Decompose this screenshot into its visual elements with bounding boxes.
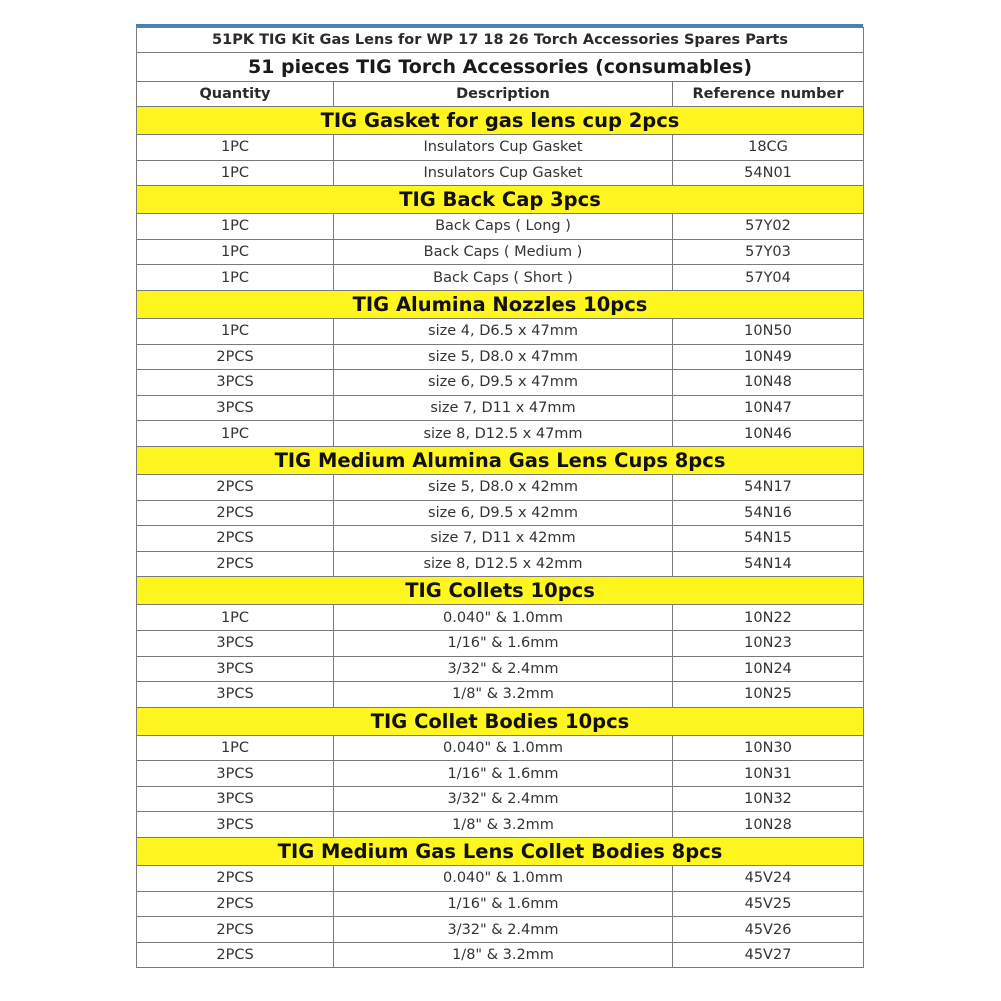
description-cell: 0.040" & 1.0mm: [334, 605, 673, 631]
quantity-cell: 2PCS: [137, 866, 334, 892]
table-row: [137, 474, 864, 500]
section-header-row: [137, 107, 864, 135]
table-row: [137, 265, 864, 291]
reference-cell: 10N28: [673, 812, 864, 838]
reference-cell: 57Y04: [673, 265, 864, 291]
table-row: [137, 786, 864, 812]
description-cell: 1/16" & 1.6mm: [334, 630, 673, 656]
description-cell: size 5, D8.0 x 47mm: [334, 344, 673, 370]
section-header-row: [137, 446, 864, 474]
description-cell: 1/8" & 3.2mm: [334, 682, 673, 708]
quantity-cell: 3PCS: [137, 395, 334, 421]
section-title: TIG Collet Bodies 10pcs: [137, 707, 864, 735]
reference-cell: 10N49: [673, 344, 864, 370]
description-cell: 1/8" & 3.2mm: [334, 812, 673, 838]
table-row: [137, 917, 864, 943]
quantity-cell: 2PCS: [137, 917, 334, 943]
reference-cell: 45V25: [673, 891, 864, 917]
description-cell: 1/8" & 3.2mm: [334, 942, 673, 968]
quantity-cell: 2PCS: [137, 500, 334, 526]
reference-cell: 10N46: [673, 421, 864, 447]
reference-cell: 45V27: [673, 942, 864, 968]
header-reference: Reference number: [673, 82, 864, 107]
parts-table: [136, 27, 864, 968]
parts-table-sheet: [136, 24, 863, 968]
description-cell: 0.040" & 1.0mm: [334, 866, 673, 892]
quantity-cell: 3PCS: [137, 370, 334, 396]
reference-cell: 54N14: [673, 551, 864, 577]
description-cell: Insulators Cup Gasket: [334, 160, 673, 186]
title-row: [137, 28, 864, 53]
table-row: [137, 866, 864, 892]
description-cell: size 7, D11 x 42mm: [334, 526, 673, 552]
quantity-cell: 1PC: [137, 265, 334, 291]
quantity-cell: 1PC: [137, 318, 334, 344]
table-row: [137, 551, 864, 577]
description-cell: size 6, D9.5 x 42mm: [334, 500, 673, 526]
table-row: [137, 761, 864, 787]
reference-cell: 18CG: [673, 135, 864, 161]
reference-cell: 54N17: [673, 474, 864, 500]
section-header-row: [137, 838, 864, 866]
description-cell: Back Caps ( Medium ): [334, 239, 673, 265]
section-title: TIG Collets 10pcs: [137, 577, 864, 605]
section-title: TIG Medium Alumina Gas Lens Cups 8pcs: [137, 446, 864, 474]
reference-cell: 10N47: [673, 395, 864, 421]
reference-cell: 54N15: [673, 526, 864, 552]
section-title: TIG Alumina Nozzles 10pcs: [137, 290, 864, 318]
quantity-cell: 3PCS: [137, 682, 334, 708]
description-cell: size 4, D6.5 x 47mm: [334, 318, 673, 344]
reference-cell: 10N31: [673, 761, 864, 787]
description-cell: Insulators Cup Gasket: [334, 135, 673, 161]
section-title: TIG Gasket for gas lens cup 2pcs: [137, 107, 864, 135]
table-row: [137, 214, 864, 240]
quantity-cell: 2PCS: [137, 526, 334, 552]
reference-cell: 54N01: [673, 160, 864, 186]
table-row: [137, 421, 864, 447]
description-cell: 1/16" & 1.6mm: [334, 761, 673, 787]
reference-cell: 10N24: [673, 656, 864, 682]
reference-cell: 10N30: [673, 735, 864, 761]
page-subtitle: 51 pieces TIG Torch Accessories (consumables): [137, 53, 864, 82]
table-row: [137, 605, 864, 631]
quantity-cell: 2PCS: [137, 891, 334, 917]
description-cell: 3/32" & 2.4mm: [334, 786, 673, 812]
reference-cell: 10N50: [673, 318, 864, 344]
table-row: [137, 656, 864, 682]
reference-cell: 10N48: [673, 370, 864, 396]
quantity-cell: 3PCS: [137, 656, 334, 682]
description-cell: size 6, D9.5 x 47mm: [334, 370, 673, 396]
subtitle-row: [137, 53, 864, 82]
table-row: [137, 891, 864, 917]
reference-cell: 45V24: [673, 866, 864, 892]
section-header-row: [137, 577, 864, 605]
quantity-cell: 1PC: [137, 160, 334, 186]
reference-cell: 10N32: [673, 786, 864, 812]
quantity-cell: 3PCS: [137, 786, 334, 812]
reference-cell: 57Y03: [673, 239, 864, 265]
section-title: TIG Back Cap 3pcs: [137, 186, 864, 214]
description-cell: 0.040" & 1.0mm: [334, 735, 673, 761]
section-header-row: [137, 186, 864, 214]
table-row: [137, 526, 864, 552]
description-cell: size 7, D11 x 47mm: [334, 395, 673, 421]
section-header-row: [137, 707, 864, 735]
table-row: [137, 239, 864, 265]
table-row: [137, 812, 864, 838]
quantity-cell: 1PC: [137, 239, 334, 265]
table-row: [137, 370, 864, 396]
section-title: TIG Medium Gas Lens Collet Bodies 8pcs: [137, 838, 864, 866]
table-row: [137, 682, 864, 708]
quantity-cell: 1PC: [137, 735, 334, 761]
header-description: Description: [334, 82, 673, 107]
description-cell: size 8, D12.5 x 42mm: [334, 551, 673, 577]
quantity-cell: 1PC: [137, 135, 334, 161]
description-cell: 1/16" & 1.6mm: [334, 891, 673, 917]
table-row: [137, 942, 864, 968]
description-cell: Back Caps ( Long ): [334, 214, 673, 240]
page-title: 51PK TIG Kit Gas Lens for WP 17 18 26 Torch Accessories Spares Parts: [137, 28, 864, 53]
reference-cell: 10N22: [673, 605, 864, 631]
quantity-cell: 1PC: [137, 421, 334, 447]
header-quantity: Quantity: [137, 82, 334, 107]
table-row: [137, 735, 864, 761]
reference-cell: 10N23: [673, 630, 864, 656]
description-cell: 3/32" & 2.4mm: [334, 656, 673, 682]
quantity-cell: 3PCS: [137, 812, 334, 838]
quantity-cell: 1PC: [137, 214, 334, 240]
reference-cell: 54N16: [673, 500, 864, 526]
description-cell: size 5, D8.0 x 42mm: [334, 474, 673, 500]
table-row: [137, 135, 864, 161]
table-row: [137, 630, 864, 656]
section-header-row: [137, 290, 864, 318]
reference-cell: 45V26: [673, 917, 864, 943]
quantity-cell: 2PCS: [137, 344, 334, 370]
table-row: [137, 500, 864, 526]
description-cell: 3/32" & 2.4mm: [334, 917, 673, 943]
reference-cell: 10N25: [673, 682, 864, 708]
description-cell: Back Caps ( Short ): [334, 265, 673, 291]
table-row: [137, 318, 864, 344]
description-cell: size 8, D12.5 x 47mm: [334, 421, 673, 447]
table-row: [137, 344, 864, 370]
column-header-row: [137, 82, 864, 107]
quantity-cell: 3PCS: [137, 630, 334, 656]
quantity-cell: 2PCS: [137, 942, 334, 968]
table-row: [137, 160, 864, 186]
quantity-cell: 3PCS: [137, 761, 334, 787]
table-row: [137, 395, 864, 421]
quantity-cell: 2PCS: [137, 551, 334, 577]
quantity-cell: 2PCS: [137, 474, 334, 500]
reference-cell: 57Y02: [673, 214, 864, 240]
quantity-cell: 1PC: [137, 605, 334, 631]
